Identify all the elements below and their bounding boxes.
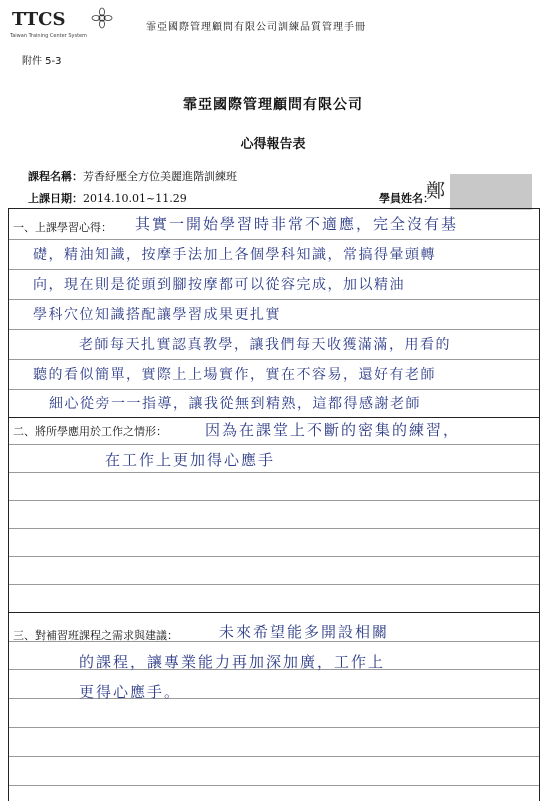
section-divider [9, 612, 539, 613]
flower-emblem-icon [92, 8, 112, 28]
ruled-line [9, 785, 539, 786]
section-2-label: 二、將所學應用於工作之情形： [13, 425, 167, 438]
ruled-line [9, 727, 539, 728]
section-1-label: 一、上課學習心得： [13, 221, 112, 234]
section-1-line: 聽的看似簡單，實際上上場實作，實在不容易，還好有老師 [33, 367, 436, 383]
section-2-line: 在工作上更加得心應手 [105, 451, 276, 469]
date-label: 上課日期： [28, 192, 83, 205]
course-row [28, 168, 237, 184]
form-title: 心得報告表 [240, 137, 306, 152]
company-title: 霏亞國際管理顧問有限公司 [183, 97, 363, 113]
ruled-line [9, 359, 539, 360]
logo-subtext: Taiwan Training Center System [10, 33, 87, 39]
section-3-line: 的課程，讓專業能力再加深加廣，工作上 [79, 653, 386, 671]
section-3-label: 三、對補習班課程之需求與建議： [13, 629, 178, 642]
ruled-line [9, 500, 539, 501]
ruled-line [9, 444, 539, 445]
ruled-line [9, 389, 539, 390]
section-1-line: 老師每天扎實認真教學，讓我們每天收獲滿滿，用看的 [79, 337, 451, 353]
ruled-line [9, 584, 539, 585]
header-manual-title: 訓練品質管理手冊 [278, 22, 366, 33]
section-3-line: 更得心應手。 [79, 683, 182, 701]
ruled-line [9, 269, 539, 270]
ruled-line [9, 472, 539, 473]
student-name-label: 學員姓名： [379, 192, 434, 205]
date-row [28, 190, 187, 206]
section-2-line: 因為在課堂上不斷的密集的練習， [205, 421, 461, 439]
logo-text: TTCS [12, 9, 66, 30]
ttcs-logo [10, 6, 120, 40]
ruled-line [9, 756, 539, 757]
ruled-line [9, 329, 539, 330]
date-value: 2014.10.01~11.29 [83, 192, 187, 205]
annex-number: 附件 5-3 [22, 56, 62, 67]
course-value: 芳香紓壓全方位美麗進階訓練班 [83, 170, 237, 183]
section-1-line: 礎，精油知識，按摩手法加上各個學科知識，常搞得暈頭轉 [33, 247, 436, 263]
section-divider [9, 417, 539, 418]
student-name-handwritten: 鄭 [426, 180, 446, 202]
course-label: 課程名稱： [28, 170, 83, 183]
section-3-line: 未來希望能多開設相關 [219, 623, 390, 641]
ruled-line [9, 528, 539, 529]
report-table [8, 208, 540, 801]
ttcs-logo-graphic [10, 6, 120, 40]
ruled-line [9, 556, 539, 557]
section-1-line: 向，現在則是從頭到腳按摩都可以從容完成，加以精油 [33, 277, 405, 293]
ruled-line [9, 299, 539, 300]
section-1-line: 其實一開始學習時非常不適應，完全沒有基 [135, 215, 459, 233]
ruled-line [9, 239, 539, 240]
section-1-line: 學科穴位知識搭配讓學習成果更扎實 [33, 307, 281, 323]
section-1-line: 細心從旁一一指導，讓我從無到精熟，這都得感謝老師 [49, 396, 421, 412]
header-company-name: 霏亞國際管理顧問有限公司 [146, 22, 278, 33]
redaction-box [450, 174, 532, 210]
